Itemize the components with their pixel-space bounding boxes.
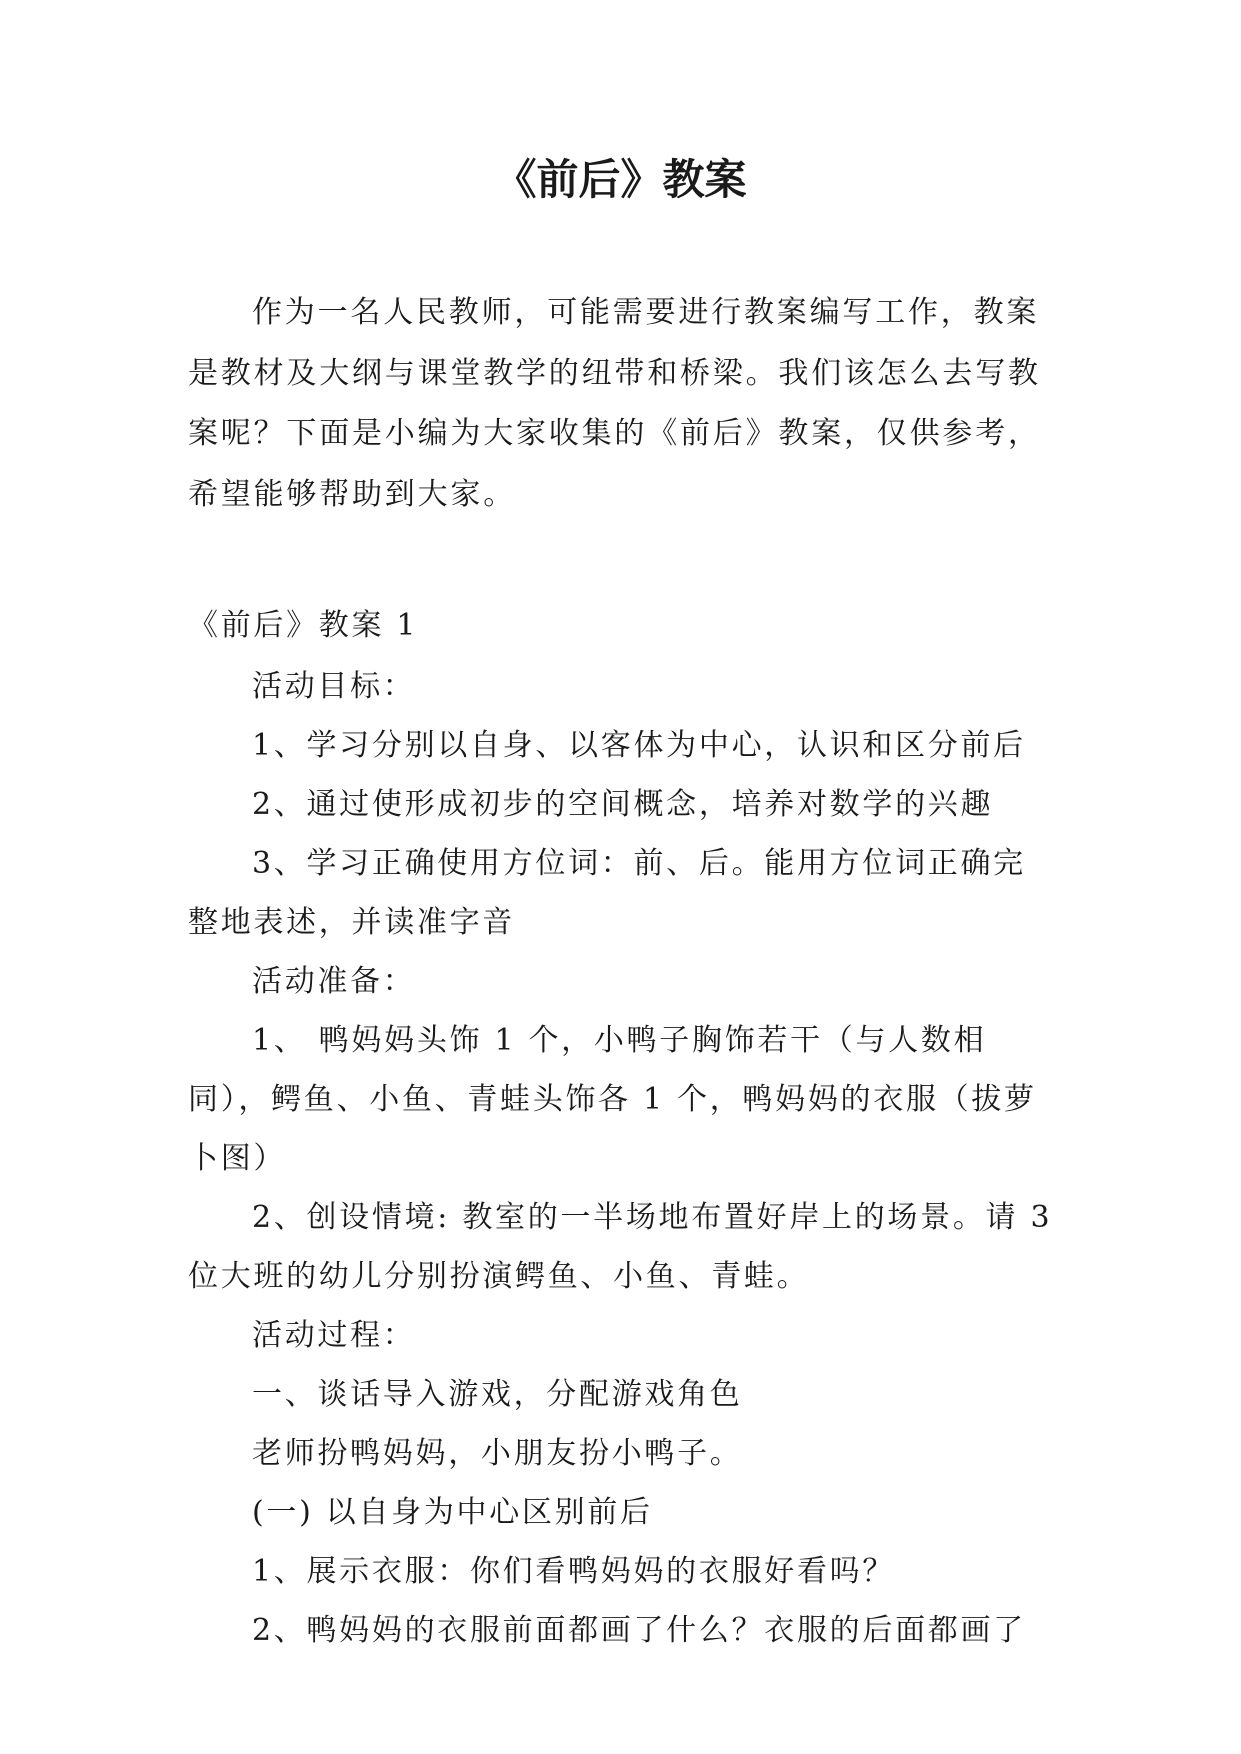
paragraph-activity-prep: 活动准备： [252, 964, 416, 999]
paragraph-goal-2: 2、通过使形成初步的空间概念，培养对数学的兴趣 [252, 787, 994, 822]
document-title: 《前后》教案 [494, 155, 747, 204]
paragraph-roles: 老师扮鸭妈妈，小朋友扮小鸭子。 [252, 1436, 743, 1471]
paragraph-activity-process: 活动过程： [252, 1318, 416, 1353]
paragraph-subsection-1: (一) 以自身为中心区别前后 [252, 1495, 653, 1530]
paragraph-goal-1: 1、学习分别以自身、以客体为中心，认识和区分前后 [252, 728, 1026, 763]
document-body [188, 283, 1058, 1660]
section-heading: 《前后》教案 1 [188, 608, 419, 643]
paragraph-goal-3: 3、学习正确使用方位词：前、后。能用方位词正确完整地表述，并读准字音 [188, 846, 1026, 940]
intro-paragraph: 作为一名人民教师，可能需要进行教案编写工作，教案是教材及大纲与课堂教学的纽带和桥梁。我们该怎么去写教案呢？下面是小编为大家收集的《前后》教案，仅供参考，希望能够帮助到大家。 [188, 295, 1041, 512]
paragraph-prep-1: 1、 鸭妈妈头饰 1 个，小鸭子胸饰若干（与人数相同），鳄鱼、小鱼、青蛙头饰各 1 个，鸭妈妈的衣服（拔萝卜图） [188, 1023, 1037, 1176]
paragraph-prep-2: 2、创设情境: 教室的一半场地布置好岸上的场景。请 3 位大班的幼儿分别扮演鳄鱼、小鱼、青蛙。 [188, 1200, 1053, 1294]
paragraph-process-1: 一、谈话导入游戏，分配游戏角色 [252, 1377, 743, 1412]
paragraph-activity-goals: 活动目标： [252, 669, 416, 704]
paragraph-step-1: 1、展示衣服：你们看鸭妈妈的衣服好看吗？ [252, 1554, 896, 1589]
paragraph-step-2: 2、鸭妈妈的衣服前面都画了什么？衣服的后面都画了 [252, 1613, 1026, 1648]
